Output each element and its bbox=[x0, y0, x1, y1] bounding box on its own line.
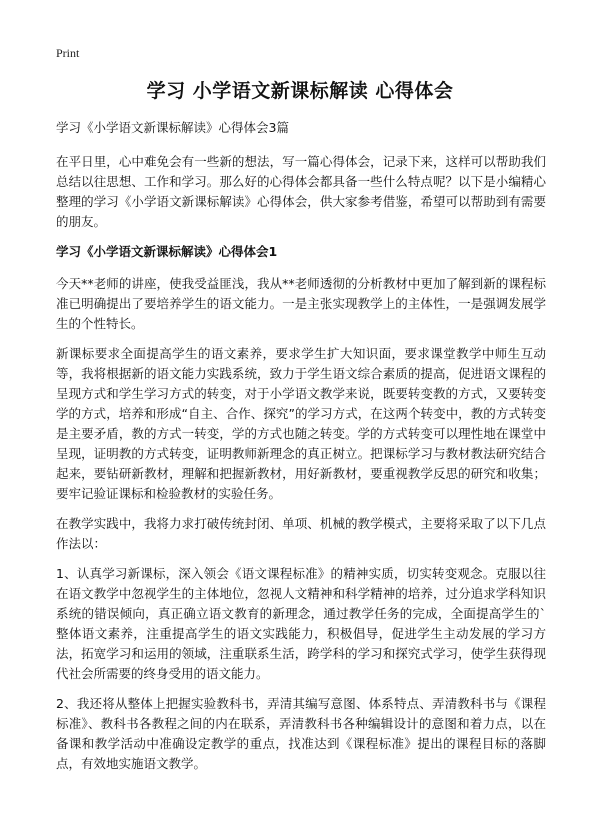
print-label: Print bbox=[56, 46, 80, 60]
body-paragraph-1: 今天**老师的讲座，使我受益匪浅，我从**老师透彻的分析教材中更加了解到新的课程标准已明确提出了要培养学生的语文能力。一是主张实现教学上的主体性，一是强调发展学生的个性特长。 bbox=[56, 276, 546, 331]
section-heading: 学习《小学语文新课标解读》心得体会1 bbox=[56, 244, 278, 259]
document-subtitle: 学习《小学语文新课标解读》心得体会3篇 bbox=[56, 120, 289, 135]
body-paragraph-3: 在教学实践中，我将力求打破传统封闭、单项、机械的教学模式，主要将采取了以下几点作法以： bbox=[56, 516, 546, 551]
body-paragraph-2: 新课标要求全面提高学生的语文素养，要求学生扩大知识面，要求课堂教学中师生互动等，我将根据新的语文能力实践系统，致力于学生语文综合素质的提高，促进语文课程的呈现方式和学生学习方式的转变，对于小学语文教学来说，既要转变教的方式，又要转变学的方式，培养和形成“自主、合作、探究”的学习方式，在这两个转变中，教的方式转变是主要矛盾，教的方式一转变，学的方式也随之转变。学的方式转变可以理性地在课堂中呈现，证明教的方式转变，证明教师新理念的真正树立。把课标学习与教材教法研究结合起来，要钻研新教材，理解和把握新教材，用好新教材，要重视教学反思的研究和收集；要牢记验证课标和检验教材的实验任务。 bbox=[56, 346, 546, 501]
document-body bbox=[56, 118, 546, 784]
body-paragraph-4: 1、认真学习新课标，深入领会《语文课程标准》的精神实质，切实转变观念。克服以往在语文教学中忽视学生的主体地位，忽视人文精神和科学精神的培养，过分追求学科知识系统的错误倾向，真正确立语文教育的新理念，通过教学任务的完成，全面提高学生的`整体语文素养，注重提高学生的语文实践能力，积极倡导，促进学生主动发展的学习方法，拓宽学习和运用的领域，注重联系生活，跨学科的学习和探究式学习，使学生获得现代社会所需要的终身受用的语文能力。 bbox=[56, 566, 546, 681]
intro-paragraph: 在平日里，心中难免会有一些新的想法，写一篇心得体会，记录下来，这样可以帮助我们总结以往思想、工作和学习。那么好的心得体会都具备一些什么特点呢？以下是小编精心整理的学习《小学语文新课标解读》心得体会，供大家参考借鉴，希望可以帮助到有需要的朋友。 bbox=[56, 154, 546, 229]
document-title: 学习 小学语文新课标解读 心得体会 bbox=[146, 80, 454, 102]
body-paragraph-5: 2、我还将从整体上把握实验教科书，弄清其编写意图、体系特点、弄清教科书与《课程标准》、教科书各教程之间的内在联系，弄清教科书各种编辑设计的意图和着力点，以在备课和教学活动中准确设定教学的重点，找准达到《课程标准》提出的课程目标的落脚点，有效地实施语文教学。 bbox=[56, 696, 546, 771]
